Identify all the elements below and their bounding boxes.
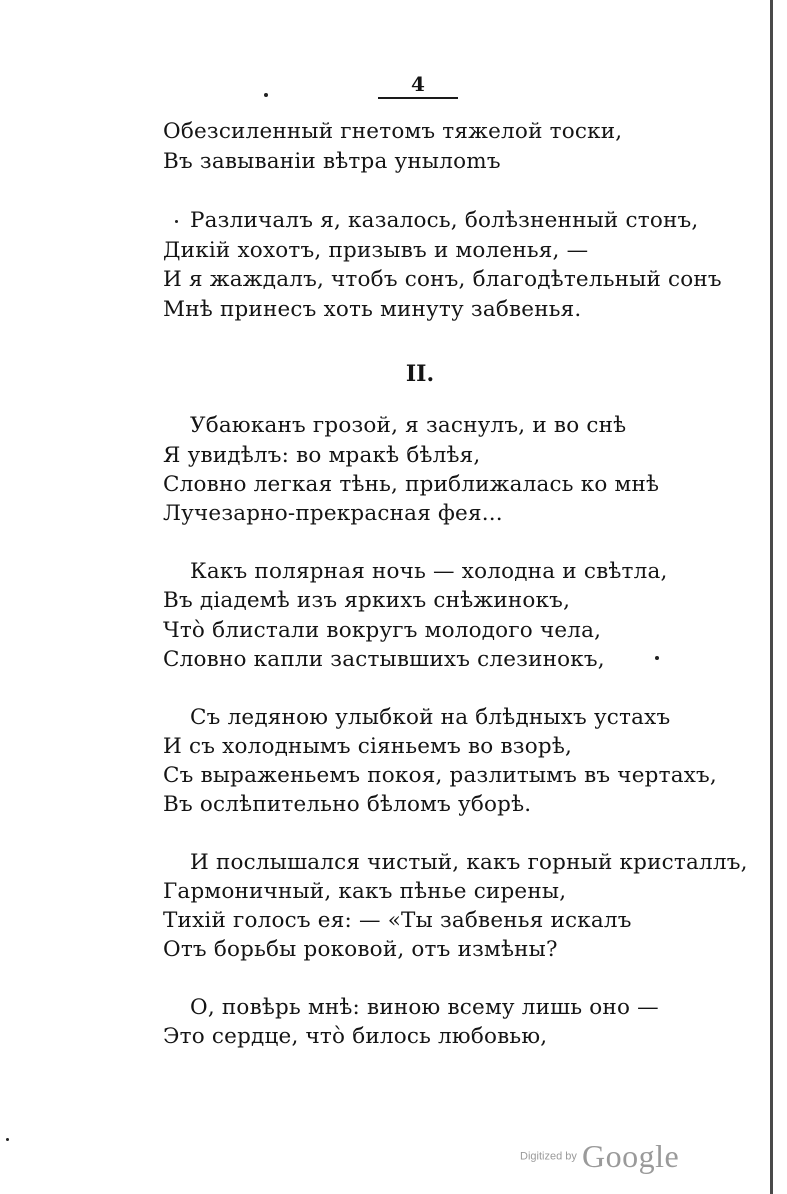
poem-line: Отъ борьбы роковой, отъ измѣны? — [163, 937, 558, 962]
poem-line: Различалъ я, казалось, болѣзненный стонъ, — [190, 208, 699, 233]
poem-line: Я увидѣлъ: во мракѣ бѣлѣя, — [163, 443, 481, 468]
poem-line: Словно легкая тѣнь, приближалась ко мнѣ — [163, 472, 660, 497]
google-logo: Google — [581, 1138, 680, 1174]
poem-line: Какъ полярная ночь — холодна и свѣтла, — [190, 559, 668, 584]
poem-line: Въ ослѣпительно бѣломъ уборѣ. — [163, 792, 532, 817]
ink-speck — [655, 656, 659, 660]
poem-line: Въ діадемѣ изъ яркихъ снѣжинокъ, — [163, 588, 571, 613]
poem-line: О, повѣрь мнѣ: виною всему лишь оно — — [190, 995, 659, 1020]
page-edge-line — [770, 0, 773, 1194]
poem-line: Обезсиленный гнетомъ тяжелой тоски, — [163, 119, 623, 144]
watermark-prefix: Digitized by — [520, 1150, 577, 1163]
poem-line: Гармоничный, какъ пѣнье сирены, — [163, 879, 567, 904]
poem-line: Съ выраженьемъ покоя, разлитымъ въ чертахъ, — [163, 763, 717, 788]
ink-speck — [6, 1138, 9, 1141]
poem-line: Съ ледяною улыбкой на блѣдныхъ устахъ — [190, 705, 671, 730]
poem-line: Дикій хохотъ, призывъ и моленья, — — [163, 238, 589, 263]
ink-speck — [175, 220, 178, 223]
poem-line: И съ холоднымъ сіяньемъ во взорѣ, — [163, 734, 573, 759]
poem-line: Убаюканъ грозой, я заснулъ, и во снѣ — [190, 413, 627, 438]
poem-line: Въ завываніи вѣтра унылomъ — [163, 149, 501, 174]
poem-line: Лучезарно-прекрасная фея... — [163, 501, 503, 526]
poem-line: Что̀ блистали вокругъ молодого чела, — [163, 618, 602, 643]
poem-line: Мнѣ принесъ хоть минуту забвенья. — [163, 297, 582, 322]
poem-line: Словно капли застывшихъ слезинокъ, — [163, 647, 605, 672]
section-heading: II. — [405, 361, 435, 387]
ink-speck — [264, 93, 268, 97]
poem-line: Тихій голосъ ея: — «Ты забвенья искалъ — [163, 908, 632, 933]
page-number-rule — [378, 97, 458, 99]
poem-line: И послышался чистый, какъ горный кристаллъ, — [190, 850, 748, 875]
digitized-watermark — [520, 1138, 679, 1175]
page-number: 4 — [411, 72, 425, 96]
poem-line: И я жаждалъ, чтобъ сонъ, благодѣтельный сонъ — [163, 267, 722, 292]
poem-line: Это сердце, что̀ билось любовью, — [163, 1024, 548, 1049]
